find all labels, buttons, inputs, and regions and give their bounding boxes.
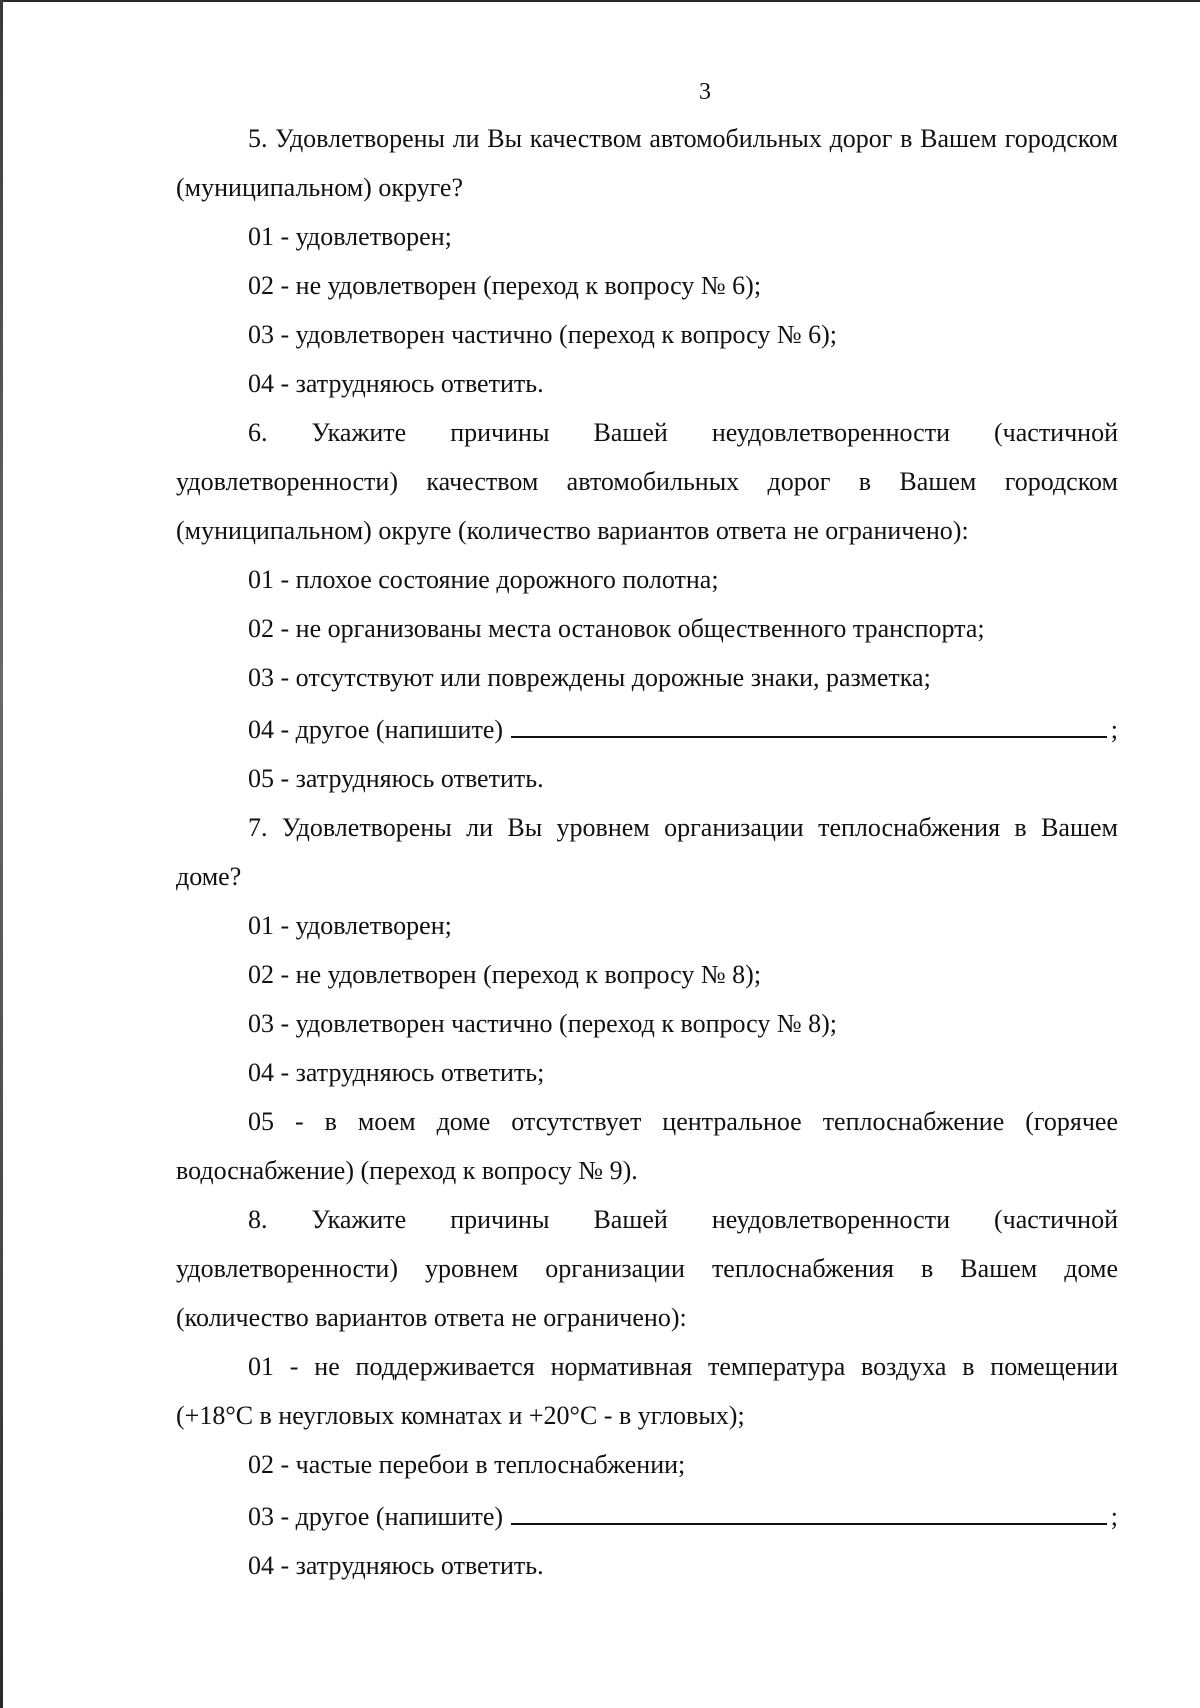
q6-option-03: 03 - отсутствуют или повреждены дорожные знаки, разметка;	[248, 663, 931, 692]
scan-left-edge	[0, 0, 3, 1708]
q5-option-02: 02 - не удовлетворен (переход к вопросу № 6);	[248, 271, 762, 300]
q8-option-03-end: ;	[1110, 1502, 1118, 1531]
scan-top-edge	[0, 0, 1200, 2]
q5-option-01: 01 - удовлетворен;	[248, 222, 452, 251]
document-page	[176, 70, 1118, 1590]
q8-option-01: 01 - не поддерживается нормативная температура воздуха в помещении (+18°С в неугловых комнатах и +20°С - в угловых);	[176, 1352, 1118, 1430]
q8-option-04: 04 - затрудняюсь ответить.	[248, 1551, 544, 1580]
q7-option-03: 03 - удовлетворен частично (переход к вопросу № 8);	[248, 1009, 838, 1038]
q7-option-05: 05 - в моем доме отсутствует центральное теплоснабжение (горячее водоснабжение) (переход к вопросу № 9).	[176, 1107, 1118, 1185]
question-5: 5. Удовлетворены ли Вы качеством автомобильных дорог в Вашем городском (муниципальном) округе?	[176, 124, 1118, 202]
q8-option-03	[176, 1489, 1118, 1541]
question-8: 8. Укажите причины Вашей неудовлетворенности (частичной удовлетворенности) уровнем организации теплоснабжения в Вашем доме (количество вариантов ответа не ограничено):	[176, 1205, 1118, 1332]
q6-option-05: 05 - затрудняюсь ответить.	[248, 764, 544, 793]
question-7: 7. Удовлетворены ли Вы уровнем организации теплоснабжения в Вашем доме?	[176, 813, 1118, 891]
q6-option-04	[176, 702, 1118, 754]
q6-option-02: 02 - не организованы места остановок общественного транспорта;	[248, 614, 985, 643]
q7-option-01: 01 - удовлетворен;	[248, 911, 452, 940]
q7-option-02: 02 - не удовлетворен (переход к вопросу № 8);	[248, 960, 762, 989]
q5-option-04: 04 - затрудняюсь ответить.	[248, 369, 544, 398]
q6-option-01: 01 - плохое состояние дорожного полотна;	[248, 565, 719, 594]
q6-option-04-label: 04 - другое (напишите)	[248, 715, 504, 744]
q8-option-03-label: 03 - другое (напишите)	[248, 1502, 504, 1531]
q6-option-04-end: ;	[1110, 715, 1118, 744]
question-6: 6. Укажите причины Вашей неудовлетворенности (частичной удовлетворенности) качеством автомобильных дорог в Вашем городском (муниципальном) округе (количество вариантов ответа не ограничено):	[176, 418, 1118, 545]
q6-write-in-blank[interactable]	[511, 702, 1107, 738]
q8-option-02: 02 - частые перебои в теплоснабжении;	[248, 1450, 686, 1479]
page-number: 3	[699, 79, 711, 105]
q7-option-04: 04 - затрудняюсь ответить;	[248, 1058, 545, 1087]
q5-option-03: 03 - удовлетворен частично (переход к вопросу № 6);	[248, 320, 838, 349]
q8-write-in-blank[interactable]	[511, 1489, 1107, 1525]
